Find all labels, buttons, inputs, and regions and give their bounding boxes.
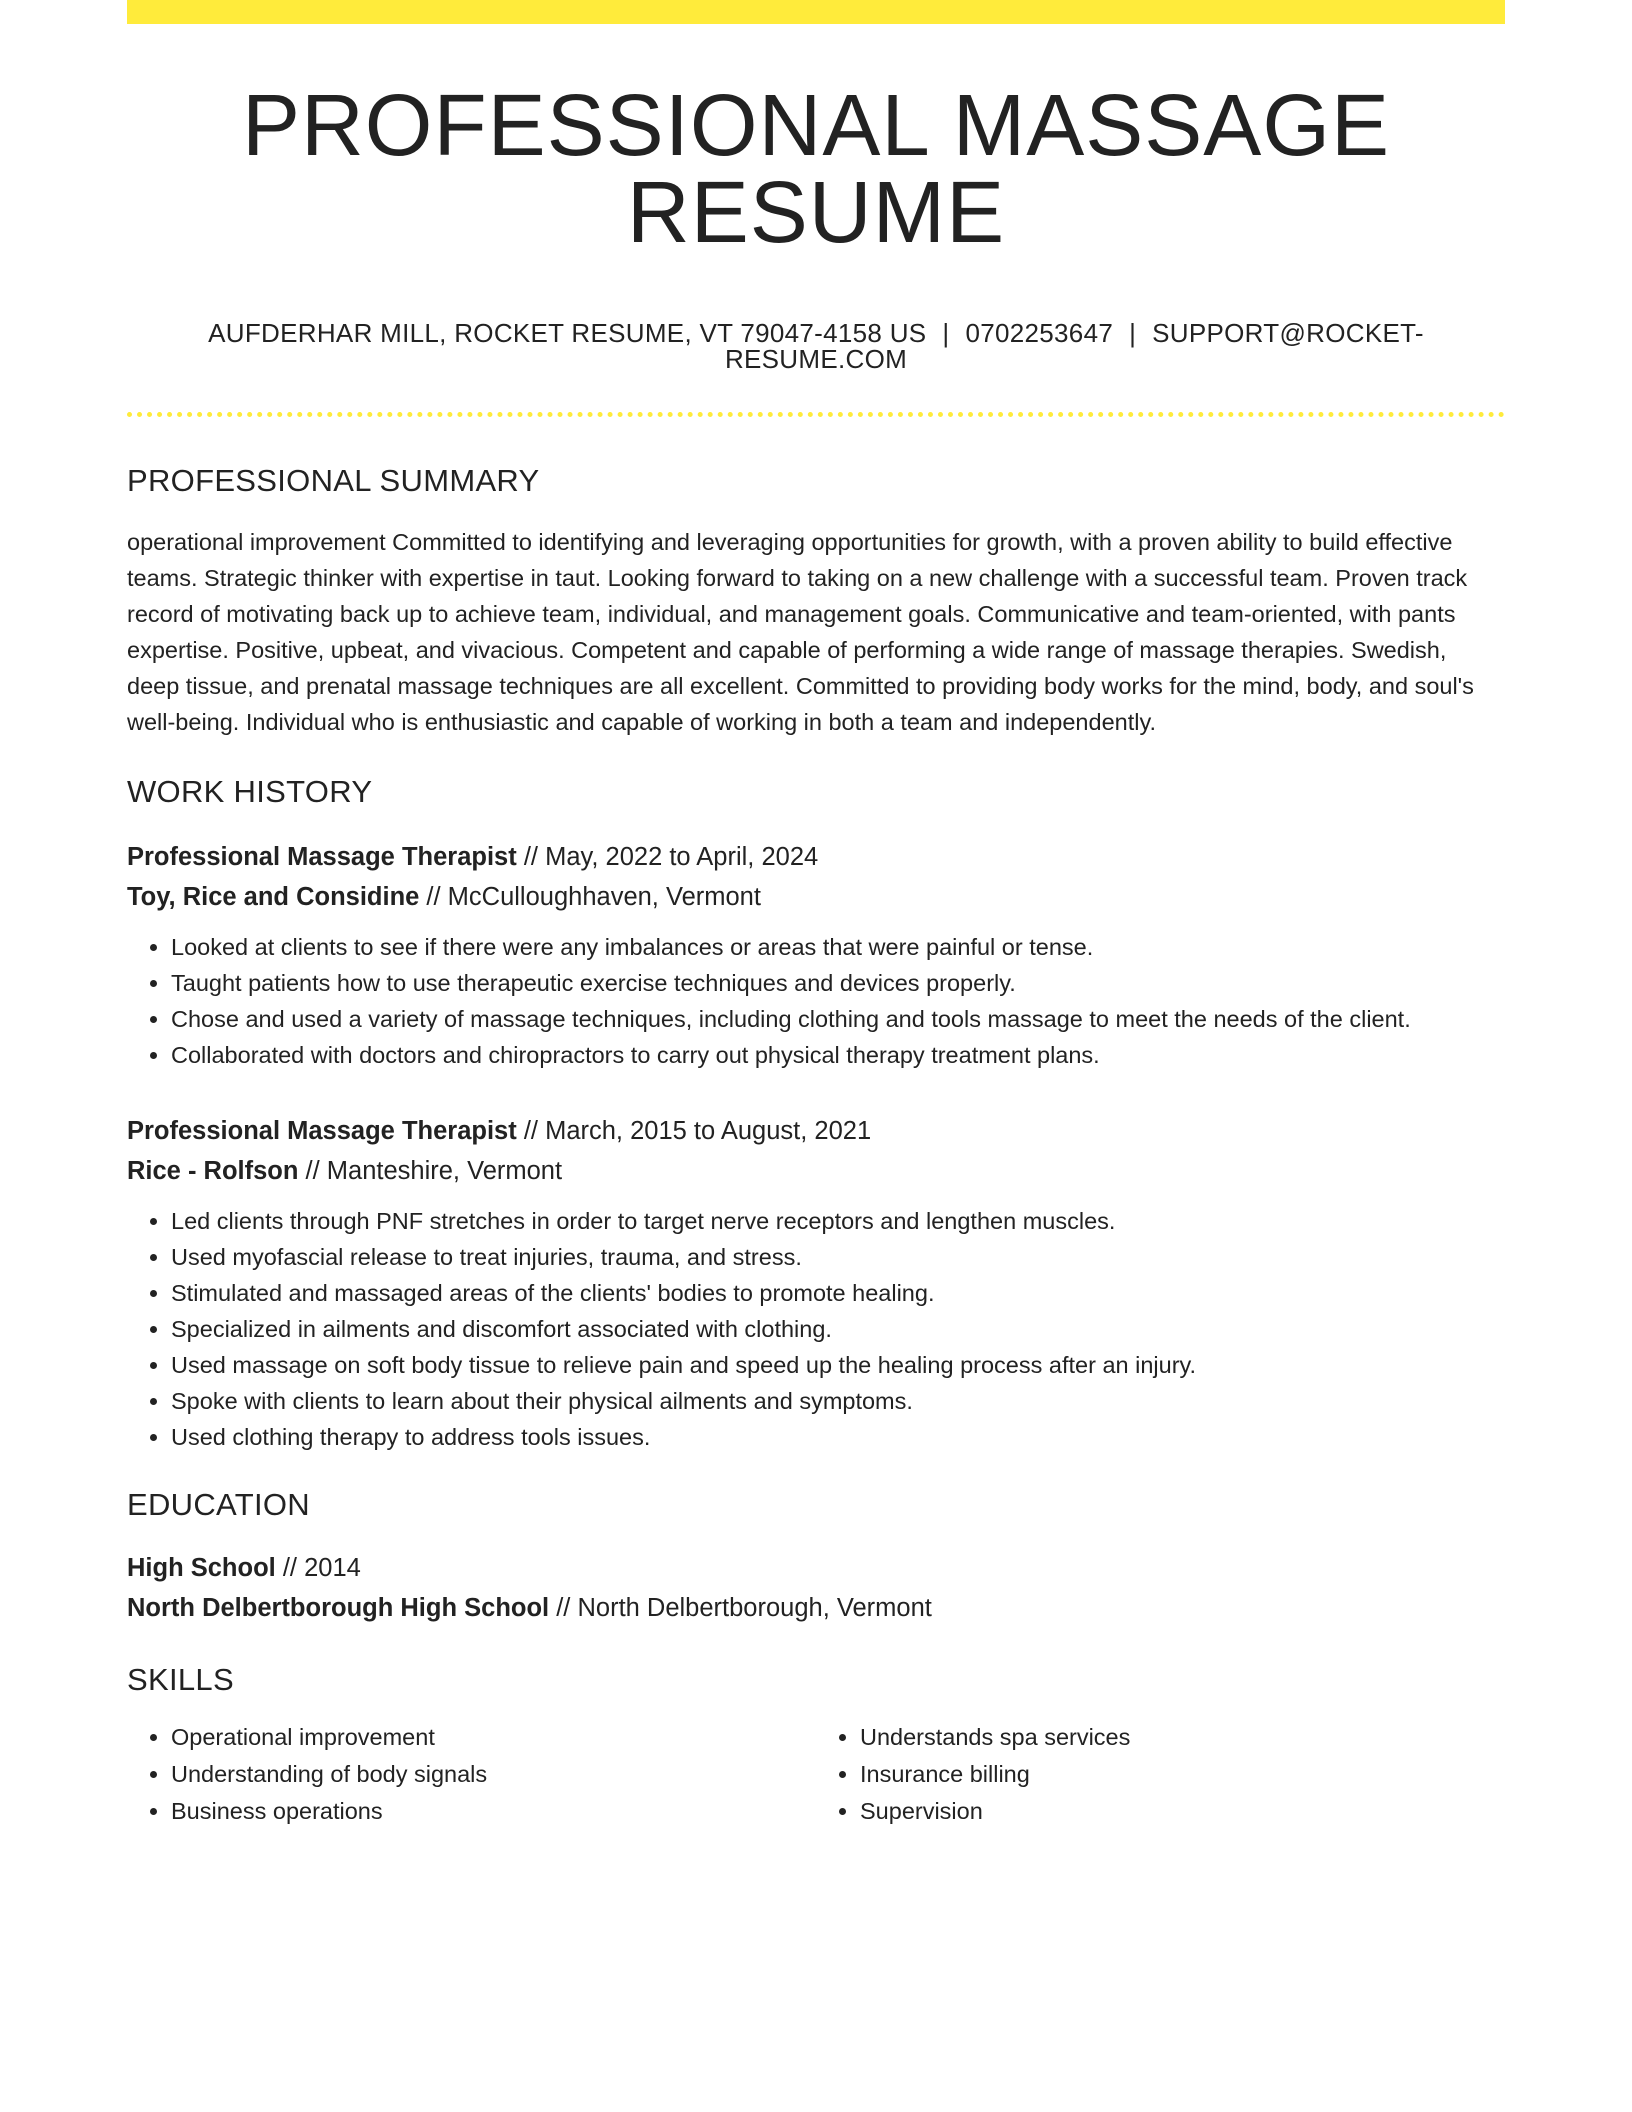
job-title: Professional Massage Therapist	[127, 1117, 517, 1145]
job-company-line	[127, 877, 1505, 917]
contact-address: AUFDERHAR MILL, ROCKET RESUME, VT 79047-4158 US	[208, 318, 927, 348]
list-item: • Operational improvement	[171, 1719, 816, 1756]
skills-list	[127, 1719, 1505, 1830]
job-entry	[127, 837, 1505, 1073]
job-title-line	[127, 837, 1505, 877]
education-entry	[127, 1548, 1505, 1628]
accent-top-bar	[127, 0, 1505, 24]
contact-phone: 0702253647	[965, 318, 1114, 348]
list-item: • Chose and used a variety of massage techniques, including clothing and tools massage to meet the needs of the client.	[171, 1001, 1505, 1037]
education-heading: EDUCATION	[127, 1487, 310, 1522]
resume-page	[127, 0, 1505, 1830]
job-dates: // March, 2015 to August, 2021	[516, 1117, 872, 1145]
list-item: • Collaborated with doctors and chiropractors to carry out physical therapy treatment plans.	[171, 1037, 1505, 1073]
contact-line	[127, 320, 1505, 372]
list-item: • Understands spa services	[860, 1719, 1505, 1756]
job-bullets	[127, 1203, 1505, 1455]
list-item: • Supervision	[860, 1793, 1505, 1830]
resume-title: PROFESSIONAL MASSAGE RESUME	[241, 77, 1391, 261]
job-title-line	[127, 1111, 1505, 1151]
job-location: // McCulloughhaven, Vermont	[419, 883, 761, 911]
contact-separator: |	[942, 318, 950, 348]
contact-email: SUPPORT@ROCKET-RESUME.COM	[724, 318, 1424, 374]
list-item: • Spoke with clients to learn about their physical ailments and symptoms.	[171, 1383, 1505, 1419]
job-entry	[127, 1111, 1505, 1455]
job-company: Toy, Rice and Considine	[127, 883, 420, 911]
summary-heading: PROFESSIONAL SUMMARY	[127, 463, 540, 498]
job-location: // Manteshire, Vermont	[298, 1157, 563, 1185]
work-history-heading: WORK HISTORY	[127, 774, 373, 809]
list-item: • Looked at clients to see if there were any imbalances or areas that were painful or tense.	[171, 929, 1505, 965]
education-location: // North Delbertborough, Vermont	[549, 1594, 932, 1622]
job-company: Rice - Rolfson	[127, 1157, 299, 1185]
list-item: • Stimulated and massaged areas of the clients' bodies to promote healing.	[171, 1275, 1505, 1311]
list-item: • Led clients through PNF stretches in order to target nerve receptors and lengthen muscles.	[171, 1203, 1505, 1239]
education-degree: High School	[127, 1554, 276, 1582]
list-item: • Business operations	[171, 1793, 816, 1830]
list-item: • Used massage on soft body tissue to relieve pain and speed up the healing process after an injury.	[171, 1347, 1505, 1383]
skills-column-right	[816, 1719, 1505, 1830]
contact-separator: |	[1129, 318, 1137, 348]
education-school: North Delbertborough High School	[127, 1594, 550, 1622]
list-item: • Used myofascial release to treat injuries, trauma, and stress.	[171, 1239, 1505, 1275]
education-school-line	[127, 1588, 1505, 1628]
skills-heading: SKILLS	[127, 1662, 234, 1697]
job-title: Professional Massage Therapist	[127, 843, 517, 871]
education-year: // 2014	[275, 1554, 361, 1582]
education-degree-line	[127, 1548, 1505, 1588]
job-bullets	[127, 929, 1505, 1073]
list-item: • Taught patients how to use therapeutic exercise techniques and devices properly.	[171, 965, 1505, 1001]
job-dates: // May, 2022 to April, 2024	[516, 843, 819, 871]
list-item: • Used clothing therapy to address tools issues.	[171, 1419, 1505, 1455]
list-item: • Understanding of body signals	[171, 1756, 816, 1793]
list-item: • Insurance billing	[860, 1756, 1505, 1793]
job-company-line	[127, 1151, 1505, 1191]
list-item: • Specialized in ailments and discomfort associated with clothing.	[171, 1311, 1505, 1347]
summary-text: operational improvement Committed to identifying and leveraging opportunities for growth, with a proven ability to build effective teams. Strategic thinker with expertise in taut. Looking forward to taking on a new challenge with a successful team. Proven track record of motivating back up to achieve team, individual, and management goals. Communicative and team-oriented, with pants expertise. Positive, upbeat, and vivacious. Competent and capable of performing a wide range of massage therapies. Swedish, deep tissue, and prenatal massage techniques are all excellent. Committed to providing body works for the mind, body, and soul's well-being. Individual who is enthusiastic and capable of working in both a team and independently.	[127, 529, 1474, 735]
dotted-divider	[127, 412, 1505, 417]
skills-column-left	[127, 1719, 816, 1830]
